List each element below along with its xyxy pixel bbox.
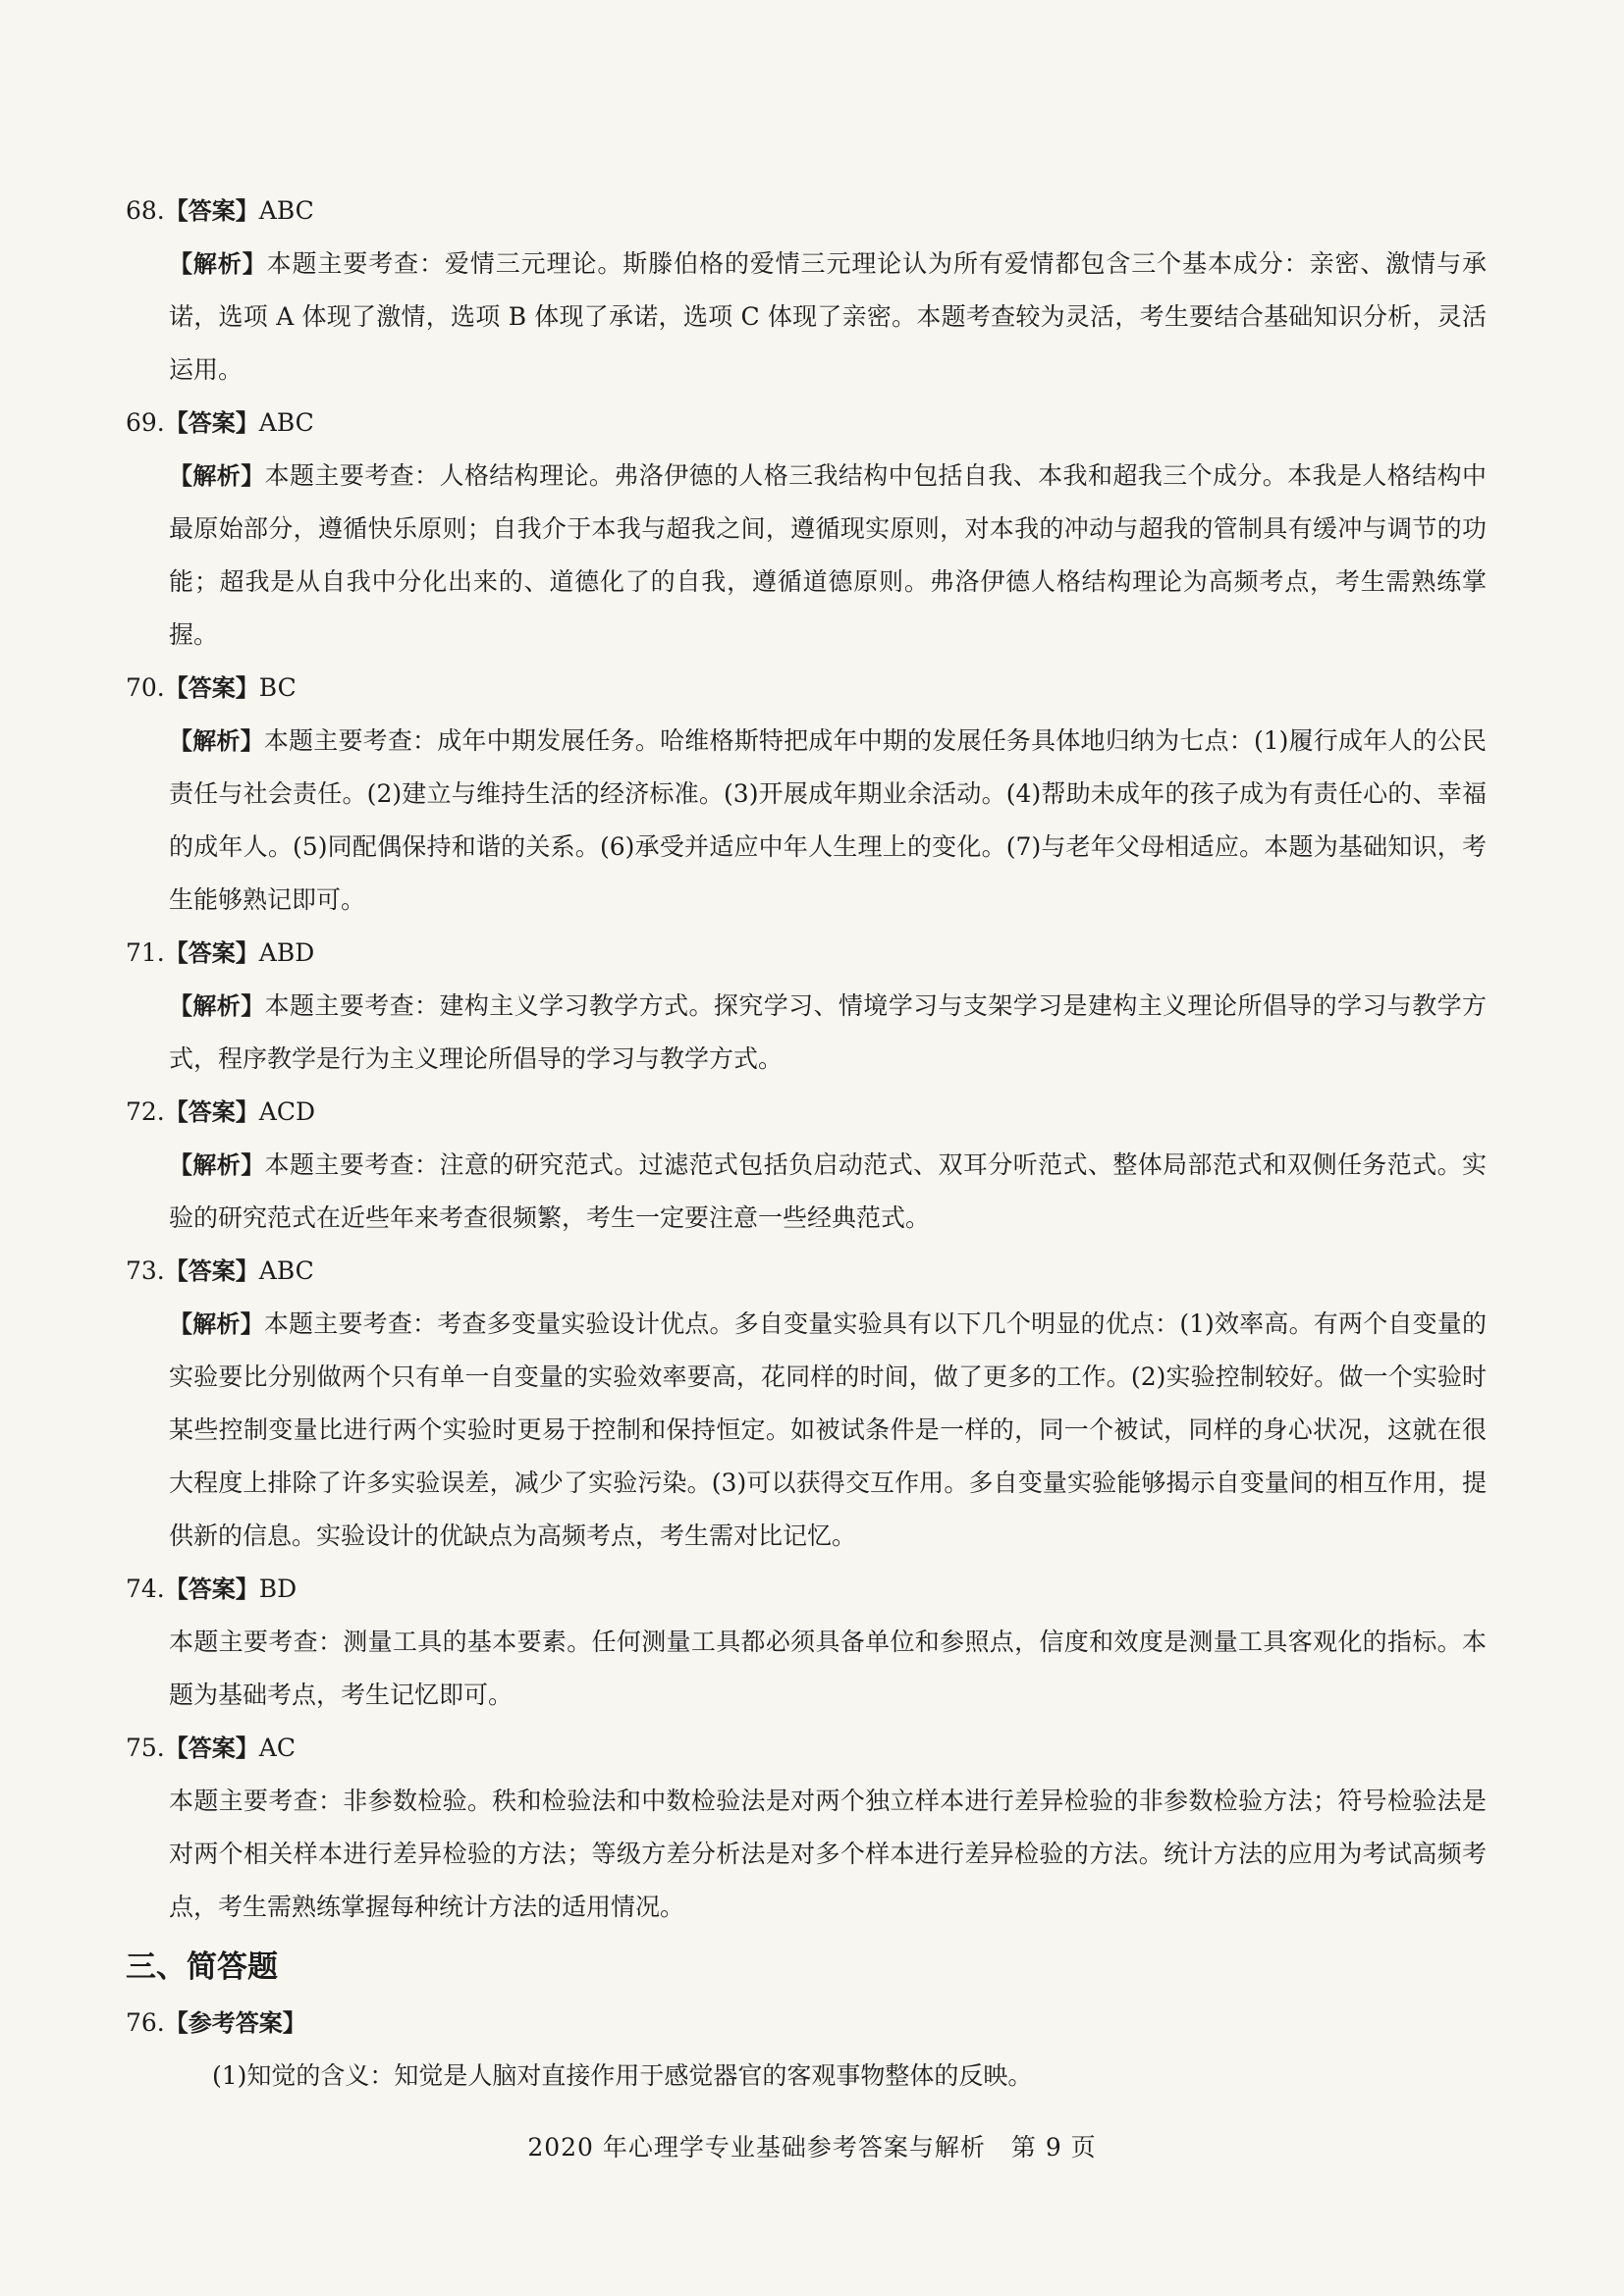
answer-tag: 【答案】 [164,674,259,702]
reference-answer-line: (1)知觉的含义：知觉是人脑对直接作用于感觉器官的客观事物整体的反映。 [212,2061,1033,2090]
item-number: 75. [126,1734,165,1762]
answer-value: BC [258,673,297,702]
explanation-tag: 【解析】 [169,462,265,490]
answer-tag: 【答案】 [164,1575,259,1603]
answer-line-75 [126,1722,1487,1775]
explanation-68 [169,238,1487,397]
item-number: 70. [126,673,165,702]
answer-line-68 [126,185,1487,238]
answer-tag: 【答案】 [164,1257,259,1285]
explanation-tag: 【解析】 [169,250,267,278]
page-footer: 2020 年心理学专业基础参考答案与解析 第 9 页 [527,2133,1097,2162]
answer-value: ABC [258,408,314,437]
item-number: 74. [126,1575,165,1603]
answer-value: ABC [258,1256,314,1285]
answer-line-71 [126,927,1487,980]
explanation-74 [169,1616,1487,1722]
item-number: 68. [126,196,165,225]
answer-tag: 【答案】 [164,1098,259,1126]
explanation-71 [169,980,1487,1086]
answer-value: BD [258,1575,298,1603]
answer-line-72 [126,1086,1487,1139]
explanation-text: 本题主要考查：注意的研究范式。过滤范式包括负启动范式、双耳分听范式、整体局部范式和双侧任务范式。实验的研究范式在近些年来考查很频繁，考生一定要注意一些经典范式。 [169,1150,1487,1232]
reference-answer-tag: 【参考答案】 [164,2009,306,2037]
explanation-72 [169,1139,1487,1245]
item-number: 76. [126,2008,165,2037]
answer-line-73 [126,1245,1487,1298]
explanation-75 [169,1775,1487,1934]
item-number: 73. [126,1256,165,1285]
explanation-69 [169,450,1487,662]
explanation-text: 本题主要考查：测量工具的基本要素。任何测量工具都必须具备单位和参照点，信度和效度是测量工具客观化的指标。本题为基础考点，考生记忆即可。 [169,1628,1487,1709]
explanation-text: 本题主要考查：成年中期发展任务。哈维格斯特把成年中期的发展任务具体地归纳为七点：(1)履行成年人的公民责任与社会责任。(2)建立与维持生活的经济标准。(3)开展成年期业余活动。(4)帮助未成年的孩子成为有责任心的、幸福的成年人。(5)同配偶保持和谐的关系。(6)承受并适应中年人生理上的变化。(7)与老年父母相适应。本题为基础知识，考生能够熟记即可。 [169,726,1488,914]
answer-line-69 [126,397,1487,450]
explanation-70 [169,715,1487,927]
explanation-tag: 【解析】 [169,1310,264,1338]
answer-value: ACD [258,1097,315,1126]
item-number: 71. [126,938,165,967]
answer-tag: 【答案】 [164,939,259,967]
explanation-text: 本题主要考查：非参数检验。秩和检验法和中数检验法是对两个独立样本进行差异检验的非参数检验方法；符号检验法是对两个相关样本进行差异检验的方法；等级方差分析法是对多个样本进行差异检验的方法。统计方法的应用为考试高频考点，考生需熟练掌握每种统计方法的适用情况。 [169,1787,1487,1921]
answer-tag: 【答案】 [164,197,259,225]
answer-tag: 【答案】 [164,1735,259,1762]
answer-line-70 [126,662,1487,715]
explanation-tag: 【解析】 [169,727,264,755]
explanation-text: 本题主要考查：建构主义学习教学方式。探究学习、情境学习与支架学习是建构主义理论所倡导的学习与教学方式，程序教学是行为主义理论所倡导的学习与教学方式。 [169,991,1487,1073]
answer-value: ABD [258,938,315,967]
explanation-tag: 【解析】 [169,1151,265,1179]
explanation-text: 本题主要考查：人格结构理论。弗洛伊德的人格三我结构中包括自我、本我和超我三个成分。本我是人格结构中最原始部分，遵循快乐原则；自我介于本我与超我之间，遵循现实原则，对本我的冲动与超我的管制具有缓冲与调节的功能；超我是从自我中分化出来的、道德化了的自我，遵循道德原则。弗洛伊德人格结构理论为高频考点，考生需熟练掌握。 [169,461,1487,649]
answer-tag: 【答案】 [164,409,259,437]
explanation-tag: 【解析】 [169,992,265,1020]
answer-line-76 [126,1997,1487,2050]
explanation-text: 本题主要考查：考查多变量实验设计优点。多自变量实验具有以下几个明显的优点：(1)效率高。有两个自变量的实验要比分别做两个只有单一自变量的实验效率要高，花同样的时间，做了更多的工作。(2)实验控制较好。做一个实验时某些控制变量比进行两个实验时更易于控制和保持恒定。如被试条件是一样的，同一个被试，同样的身心状况，这就在很大程度上排除了许多实验误差，减少了实验污染。(3)可以获得交互作用。多自变量实验能够揭示自变量间的相互作用，提供新的信息。实验设计的优缺点为高频考点，考生需对比记忆。 [169,1309,1488,1550]
answer-value: ABC [258,196,314,225]
answer-value: AC [258,1734,296,1762]
explanation-text: 本题主要考查：爱情三元理论。斯滕伯格的爱情三元理论认为所有爱情都包含三个基本成分：亲密、激情与承诺，选项 A 体现了激情，选项 B 体现了承诺，选项 C 体现了亲密。本题考查较为灵活，考生要结合基础知识分析，灵活运用。 [169,249,1487,384]
section-title: 三、简答题 [126,1949,278,1985]
explanation-73 [169,1298,1487,1563]
item-number: 72. [126,1097,165,1126]
item-number: 69. [126,408,165,437]
answer-line-74 [126,1563,1487,1616]
